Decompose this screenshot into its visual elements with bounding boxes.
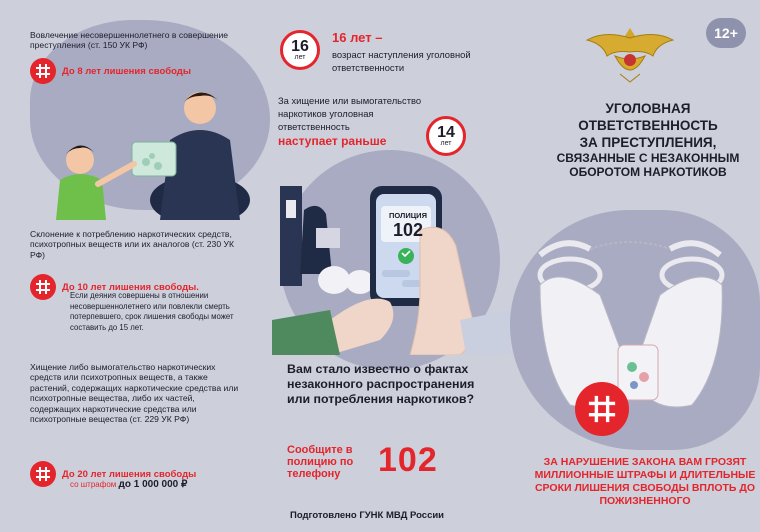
title-line: УГОЛОВНАЯ	[605, 101, 691, 116]
illustration-boy-and-man	[50, 80, 250, 220]
subtitle-line: СВЯЗАННЫЕ С НЕЗАКОННЫМ	[556, 151, 740, 165]
block3-fine	[70, 480, 187, 490]
footer-credit: Подготовлено ГУНК МВД России	[290, 510, 445, 521]
title-line: ЗА ПРЕСТУПЛЕНИЯ,	[579, 135, 717, 150]
illustration-phone-and-hands	[270, 170, 510, 355]
age-16-circle	[280, 30, 320, 70]
call-text: Сообщите в полицию по телефону	[287, 444, 354, 480]
illustration-handcuffed-hands	[520, 225, 745, 430]
main-title	[548, 100, 748, 179]
age-16-number: 16	[291, 38, 309, 55]
age-16-title: 16 лет –	[332, 30, 383, 45]
block3-penalty-text: До 20 лет лишения свободы	[62, 468, 197, 480]
fine-prefix: со штрафом	[70, 480, 117, 489]
question-text: Вам стало известно о фактах незаконного распространения или потребления наркотиков?	[287, 362, 475, 406]
title-line: ОТВЕТСТВЕННОСТЬ	[578, 118, 718, 133]
age-16-text: возраст наступления уголовной ответственности	[332, 49, 471, 73]
block1-penalty-text: До 8 лет лишения свободы	[62, 65, 191, 77]
block1-text: Вовлечение несовершеннолетнего в совершение преступления (ст. 150 УК РФ)	[30, 30, 229, 51]
block2-note: Если деяния совершены в отношении несовершеннолетнего или повлекли смерть потерпевшего, срок лишения свободы может составить до 15 лет.	[70, 291, 234, 332]
age-16-unit: лет	[294, 54, 306, 61]
block2-text: Склонение к потреблению наркотических средств, психотропных веществ или их аналогов (ст. 230 УК РФ)	[30, 229, 234, 260]
phone-police-number: 102	[392, 220, 424, 240]
mvd-emblem-icon	[585, 22, 675, 84]
hashtag-icon	[30, 274, 56, 300]
fine-amount: до 1 000 000 ₽	[118, 479, 188, 490]
theft-highlight: наступает раньше	[278, 134, 387, 148]
age-14-number: 14	[437, 124, 455, 141]
block2-penalty-text: До 10 лет лишения свободы.	[62, 281, 199, 293]
call-number: 102	[378, 441, 438, 479]
subtitle-line: ОБОРОТОМ НАРКОТИКОВ	[569, 165, 727, 179]
age-rating-badge: 12+	[706, 18, 746, 48]
age-14-circle	[426, 116, 466, 156]
phone-police-label: ПОЛИЦИЯ	[389, 211, 427, 220]
theft-text: За хищение или вымогательство наркотиков уголовная ответственность	[278, 95, 422, 132]
block3-text: Хищение либо вымогательство наркотических средств или психотропных веществ, а также растений, содержащих наркотические средства или психотропные вещества, либо их частей, содержащих наркотические средства или психотропные вещества (ст. 229 УК РФ)	[30, 362, 239, 425]
hashtag-icon	[30, 461, 56, 487]
hashtag-icon-large	[575, 382, 629, 436]
age-14-unit: лет	[440, 140, 452, 147]
warning-text: ЗА НАРУШЕНИЕ ЗАКОНА ВАМ ГРОЗЯТ МИЛЛИОННЫЕ ШТРАФЫ И ДЛИТЕЛЬНЫЕ СРОКИ ЛИШЕНИЯ СВОБОДЫ ВПЛОТЬ ДО ПОЖИЗНЕННОГО	[534, 456, 756, 507]
